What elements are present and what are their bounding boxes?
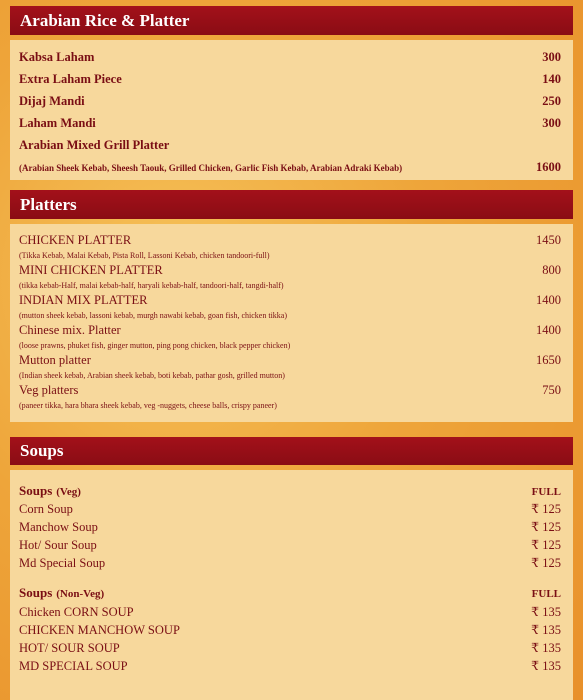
menu-item-description bbox=[19, 160, 561, 175]
item-name: Arabian Mixed Grill Platter bbox=[19, 138, 170, 152]
item-price: ₹ 125 bbox=[531, 502, 561, 516]
item-desc: (Arabian Sheek Kebab, Sheesh Taouk, Grilled Chicken, Garlic Fish Kebab, Arabian Adraki Kebab) bbox=[19, 163, 403, 173]
menu-item bbox=[19, 501, 561, 517]
item-name: MD SPECIAL SOUP bbox=[19, 659, 128, 673]
menu-item bbox=[19, 658, 561, 674]
item-price: ₹ 125 bbox=[531, 556, 561, 570]
menu-item bbox=[19, 519, 561, 535]
item-desc: (paneer tikka, hara bhara sheek kebab, veg -nuggets, cheese balls, crispy paneer) bbox=[19, 401, 277, 410]
group-title: Soups bbox=[19, 585, 53, 600]
item-name: Corn Soup bbox=[19, 502, 73, 516]
menu-item bbox=[19, 94, 561, 109]
item-desc: (Tikka Kebab, Malai Kebab, Pista Roll, Lassoni Kebab, chicken tandoori-full) bbox=[19, 251, 270, 260]
menu-item bbox=[19, 640, 561, 656]
section-header-soups bbox=[10, 437, 573, 465]
section-title: Soups bbox=[20, 441, 64, 460]
item-price: ₹ 135 bbox=[531, 605, 561, 619]
item-price: 300 bbox=[542, 116, 561, 130]
item-name: Md Special Soup bbox=[19, 556, 106, 570]
item-price: 1650 bbox=[536, 353, 561, 367]
item-name: CHICKEN MANCHOW SOUP bbox=[19, 623, 180, 637]
item-name: CHICKEN PLATTER bbox=[19, 233, 132, 247]
item-name: Dijaj Mandi bbox=[19, 94, 85, 108]
item-name: Hot/ Sour Soup bbox=[19, 538, 97, 552]
menu-item bbox=[19, 537, 561, 553]
item-desc: (loose prawns, phuket fish, ginger mutton, ping pong chicken, black pepper chicken) bbox=[19, 341, 291, 350]
item-price: ₹ 135 bbox=[531, 641, 561, 655]
item-price: 1450 bbox=[536, 233, 561, 247]
item-price: ₹ 135 bbox=[531, 623, 561, 637]
item-price: 300 bbox=[542, 50, 561, 64]
group-subtitle: (Non-Veg) bbox=[56, 588, 105, 600]
item-price: 800 bbox=[542, 263, 561, 277]
item-price: 250 bbox=[542, 94, 561, 108]
item-price: ₹ 135 bbox=[531, 659, 561, 673]
menu-item bbox=[19, 353, 561, 368]
section-panel-platters bbox=[10, 224, 573, 422]
section-header-platters bbox=[10, 190, 573, 219]
item-name: Extra Laham Piece bbox=[19, 72, 122, 86]
section-panel-arabian bbox=[10, 40, 573, 180]
item-name: Kabsa Laham bbox=[19, 50, 95, 64]
item-name: Chicken CORN SOUP bbox=[19, 605, 134, 619]
item-price: 1400 bbox=[536, 323, 561, 337]
item-name: Laham Mandi bbox=[19, 116, 96, 130]
menu-item bbox=[19, 555, 561, 571]
menu-item bbox=[19, 323, 561, 338]
group-title: Soups bbox=[19, 483, 53, 498]
column-label: FULL bbox=[531, 588, 561, 600]
item-price: 750 bbox=[542, 383, 561, 397]
item-price: 1600 bbox=[536, 160, 561, 174]
item-desc: (Indian sheek kebab, Arabian sheek kebab, boti kebab, pathar gosh, grilled mutton) bbox=[19, 371, 285, 380]
menu-item bbox=[19, 604, 561, 620]
item-price: 140 bbox=[542, 72, 561, 86]
menu-item bbox=[19, 622, 561, 638]
menu-item bbox=[19, 383, 561, 398]
item-desc: (tikka kebab-Half, malai kebab-half, haryali kebab-half, tandoori-half, tangdi-half) bbox=[19, 281, 284, 290]
item-name: INDIAN MIX PLATTER bbox=[19, 293, 148, 307]
soup-group-heading-nonveg bbox=[19, 584, 561, 602]
item-name: MINI CHICKEN PLATTER bbox=[19, 263, 163, 277]
menu-item bbox=[19, 263, 561, 278]
item-price: ₹ 125 bbox=[531, 520, 561, 534]
item-name: Veg platters bbox=[19, 383, 79, 397]
group-subtitle: (Veg) bbox=[56, 486, 81, 498]
item-name: Manchow Soup bbox=[19, 520, 98, 534]
menu-item bbox=[19, 116, 561, 131]
item-price: 1400 bbox=[536, 293, 561, 307]
item-desc: (mutton sheek kebab, lassoni kebab, murgh nawabi kebab, goan fish, chicken tikka) bbox=[19, 311, 288, 320]
item-name: Mutton platter bbox=[19, 353, 91, 367]
section-panel-soups bbox=[10, 470, 573, 700]
menu-item bbox=[19, 138, 561, 153]
menu-item bbox=[19, 233, 561, 248]
item-price: ₹ 125 bbox=[531, 538, 561, 552]
section-header-arabian bbox=[10, 6, 573, 35]
item-name: Chinese mix. Platter bbox=[19, 323, 121, 337]
section-title: Arabian Rice & Platter bbox=[20, 10, 190, 30]
menu-item bbox=[19, 293, 561, 308]
menu-item bbox=[19, 50, 561, 65]
section-title: Platters bbox=[20, 194, 77, 214]
column-label: FULL bbox=[531, 486, 561, 498]
item-name: HOT/ SOUR SOUP bbox=[19, 641, 120, 655]
menu-item bbox=[19, 72, 561, 87]
soup-group-heading-veg bbox=[19, 482, 561, 500]
